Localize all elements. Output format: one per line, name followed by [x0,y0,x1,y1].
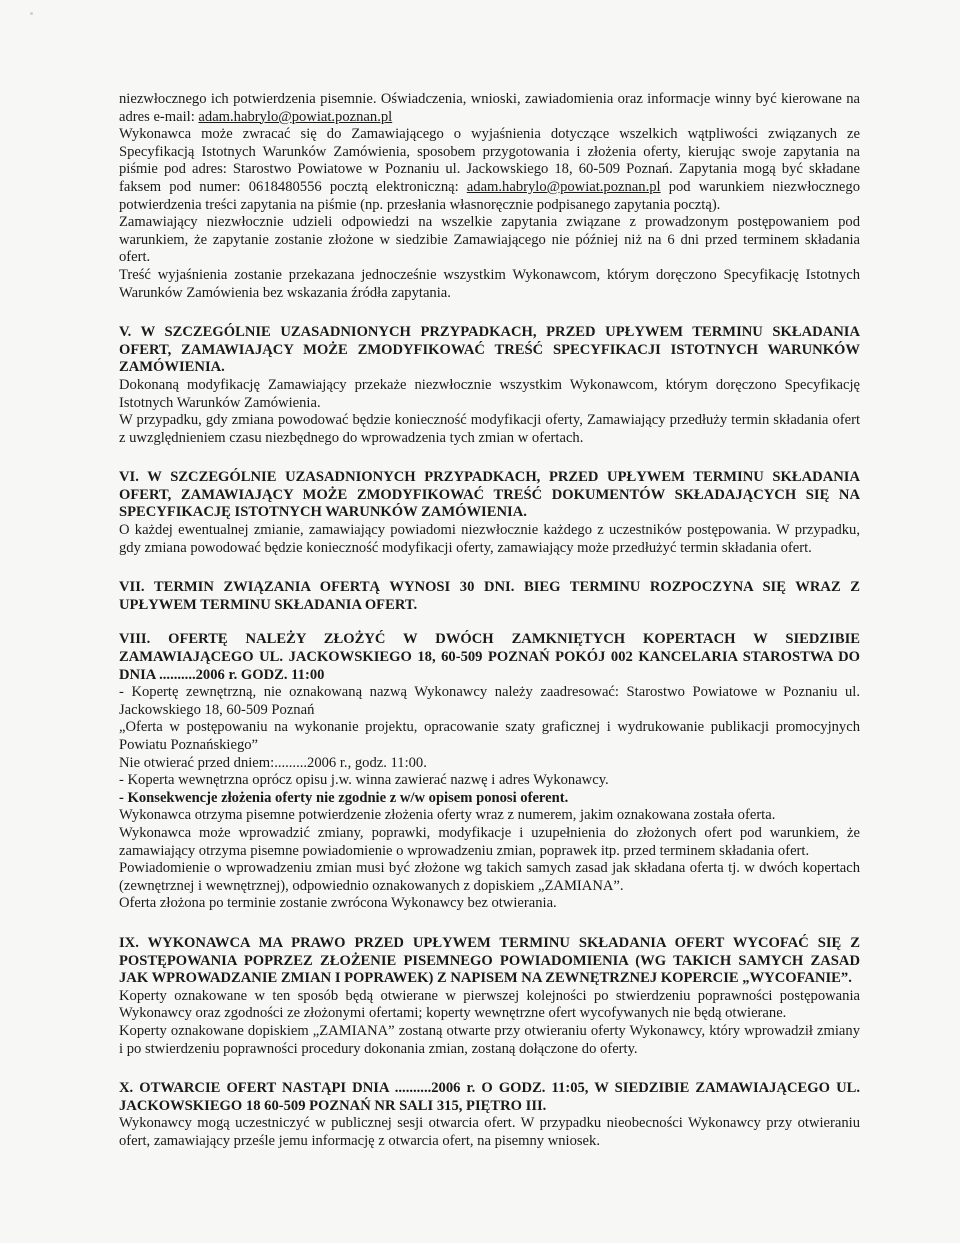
intro-paragraph-3: Zamawiający niezwłocznie udzieli odpowiedzi na wszelkie zapytania związane z prowadzonym postępowaniem pod warunkiem, że zapytanie zostanie złożone w siedzibie Zamawiającego nie później niż na 6 dni przed terminem składania ofert. [119,214,860,266]
section-6-paragraph: O każdej ewentualnej zmianie, zamawiający powiadomi niezwłocznie każdego z uczestników postępowania. W przypadku, gdy zmiana powodować będzie konieczność modyfikacji oferty, zamawiający może przedłużyć termin składania ofert. [119,522,860,556]
intro-paragraph-1 [119,91,860,126]
section-5-heading: V. W SZCZEGÓLNIE UZASADNIONYCH PRZYPADKACH, PRZED UPŁYWEM TERMINU SKŁADANIA OFERT, ZAMAWIAJĄCY MOŻE ZMODYFIKOWAĆ TREŚĆ SPECYFIKACJI ISTOTNYCH WARUNKÓW ZAMÓWIENIA. [119,324,860,376]
section-8-line: Powiadomienie o wprowadzeniu zmian musi być złożone wg takich samych zasad jak składana oferta tj. w dwóch kopertach (zewnętrznej i wewnętrznej), odpowiednio oznakowanych z dopiskiem „ZAMIANA”. [119,860,860,894]
section-6-heading: VI. W SZCZEGÓLNIE UZASADNIONYCH PRZYPADKACH, PRZED UPŁYWEM TERMINU SKŁADANIA OFERT, ZAMAWIAJĄCY MOŻE ZMODYFIKOWAĆ TREŚĆ DOKUMENTÓW SKŁADAJĄCYCH SIĘ NA SPECYFIKACJĘ ISTOTNYCH WARUNKÓW ZAMÓWIENIA. [119,469,860,521]
intro-text: Wykonawca może zwracać się do Zamawiającego o wyjaśnienia dotyczące wszelkich wątpliwości związanych ze Specyfikacją Istotnych Warunków Zamówienia, sposobem przygotowania i złożenia oferty, kierując swoje zapytania na piśmie pod adres: Starostwo Powiatowe w Poznaniu ul. Jackowskiego 18, 60-509 Poznań. Zapytania mogą być składane faksem pod numer: 0618480556 pocztą elektroniczną: [119,126,860,195]
section-8-line: - Kopertę zewnętrzną, nie oznakowaną nazwą Wykonawcy należy zaadresować: Starostwo Powiatowe w Poznaniu ul. Jackowskiego 18, 60-509 Poznań [119,684,860,718]
email-link[interactable]: adam.habrylo@powiat.poznan.pl [198,108,393,125]
email-link[interactable]: adam.habrylo@powiat.poznan.pl [466,178,661,195]
scan-speck [30,12,33,15]
section-9-paragraph: Koperty oznakowane w ten sposób będą otwierane w pierwszej kolejności po stwierdzeniu poprawności postępowania Wykonawcy oraz zgodności ze złożonymi ofertami; koperty wewnętrzne ofert wycofywanych nie będą otwierane. [119,987,860,1022]
section-8-line: Wykonawca może wprowadzić zmiany, poprawki, modyfikacje i uzupełnienia do złożonych ofert pod warunkiem, że zamawiający otrzyma pisemne powiadomienie o wprowadzeniu zmian, poprawek itp. przed terminem składania ofert. [119,824,860,859]
section-7-heading: VII. TERMIN ZWIĄZANIA OFERTĄ WYNOSI 30 DNI. BIEG TERMINU ROZPOCZYNA SIĘ WRAZ Z UPŁYWEM TERMINU SKŁADANIA OFERT. [119,579,860,613]
section-10-paragraph: Wykonawcy mogą uczestniczyć w publicznej sesji otwarcia ofert. W przypadku nieobecności Wykonawcy przy otwieraniu ofert, zamawiający prześle jemu informację z otwarcia ofert, na pisemny wniosek. [119,1115,860,1149]
section-5-paragraph: Dokonaną modyfikację Zamawiający przekaże niezwłocznie wszystkim Wykonawcom, którym doręczono Specyfikację Istotnych Warunków Zamówienia. [119,376,860,411]
intro-paragraph-2 [119,126,860,214]
section-9-paragraph: Koperty oznakowane dopiskiem „ZAMIANA” zostaną otwarte przy otwieraniu oferty Wykonawcy, który wprowadził zmiany i po stwierdzeniu poprawności procedury dokonania zmian, zostaną dołączone do oferty. [119,1022,860,1057]
section-10-heading: X. OTWARCIE OFERT NASTĄPI DNIA ..........2006 r. O GODZ. 11:05, W SIEDZIBIE ZAMAWIAJĄCEGO UL. JACKOWSKIEGO 18 60-509 POZNAŃ NR SALI 315, PIĘTRO III. [119,1080,860,1114]
section-8-line: Oferta złożona po terminie zostanie zwrócona Wykonawcy bez otwierania. [119,895,557,912]
section-9-heading: IX. WYKONAWCA MA PRAWO PRZED UPŁYWEM TERMINU SKŁADANIA OFERT WYCOFAĆ SIĘ Z POSTĘPOWANIA POPRZEZ ZŁOŻENIE PISEMNEGO POWIADOMIENIA (WG TAKICH SAMYCH ZASAD JAK WPROWADZANIE ZMIAN I POPRAWEK) Z NAPISEM NA ZEWNĘTRZNEJ KOPERCIE „WYCOFANIE”. [119,934,860,987]
intro-text: niezwłocznego ich potwierdzenia pisemnie. Oświadczenia, wnioski, zawiadomienia oraz informacje winny być kierowane na adres e-mail: [119,91,860,125]
intro-paragraph-4: Treść wyjaśnienia zostanie przekazana jednocześnie wszystkim Wykonawcom, którym doręczono Specyfikację Istotnych Warunków Zamówienia bez wskazania źródła zapytania. [119,266,860,301]
section-8-line: Wykonawca otrzyma pisemne potwierdzenie złożenia oferty wraz z numerem, jakim oznakowana została oferta. [119,807,776,824]
document-body [119,91,860,1150]
section-8-line-bold: - Konsekwencje złożenia oferty nie zgodnie z w/w opisem ponosi oferent. [119,789,569,806]
section-5-paragraph: W przypadku, gdy zmiana powodować będzie konieczność modyfikacji oferty, Zamawiający przedłuży termin składania ofert z uwzględnieniem czasu niezbędnego do wprowadzenia tych zmian w ofertach. [119,412,860,446]
section-8-line: - Koperta wewnętrzna oprócz opisu j.w. winna zawierać nazwę i adres Wykonawcy. [119,772,609,789]
intro-text: pod warunkiem niezwłocznego potwierdzenia treści zapytania na piśmie (np. przesłania własnoręcznie podpisanego zapytania pocztą). [119,178,860,213]
section-8-line: Nie otwierać przed dniem:.........2006 r., godz. 11:00. [119,754,427,771]
section-8-line: „Oferta w postępowaniu na wykonanie projektu, opracowanie szaty graficznej i wydrukowanie publikacji promocyjnych Powiatu Poznańskiego” [119,719,860,753]
section-8-heading: VIII. OFERTĘ NALEŻY ZŁOŻYĆ W DWÓCH ZAMKNIĘTYCH KOPERTACH W SIEDZIBIE ZAMAWIAJĄCEGO UL. JACKOWSKIEGO 18, 60-509 POZNAŃ POKÓJ 002 KANCELARIA STAROSTWA DO DNIA ..........2006 r. GODZ. 11:00 [119,631,860,683]
